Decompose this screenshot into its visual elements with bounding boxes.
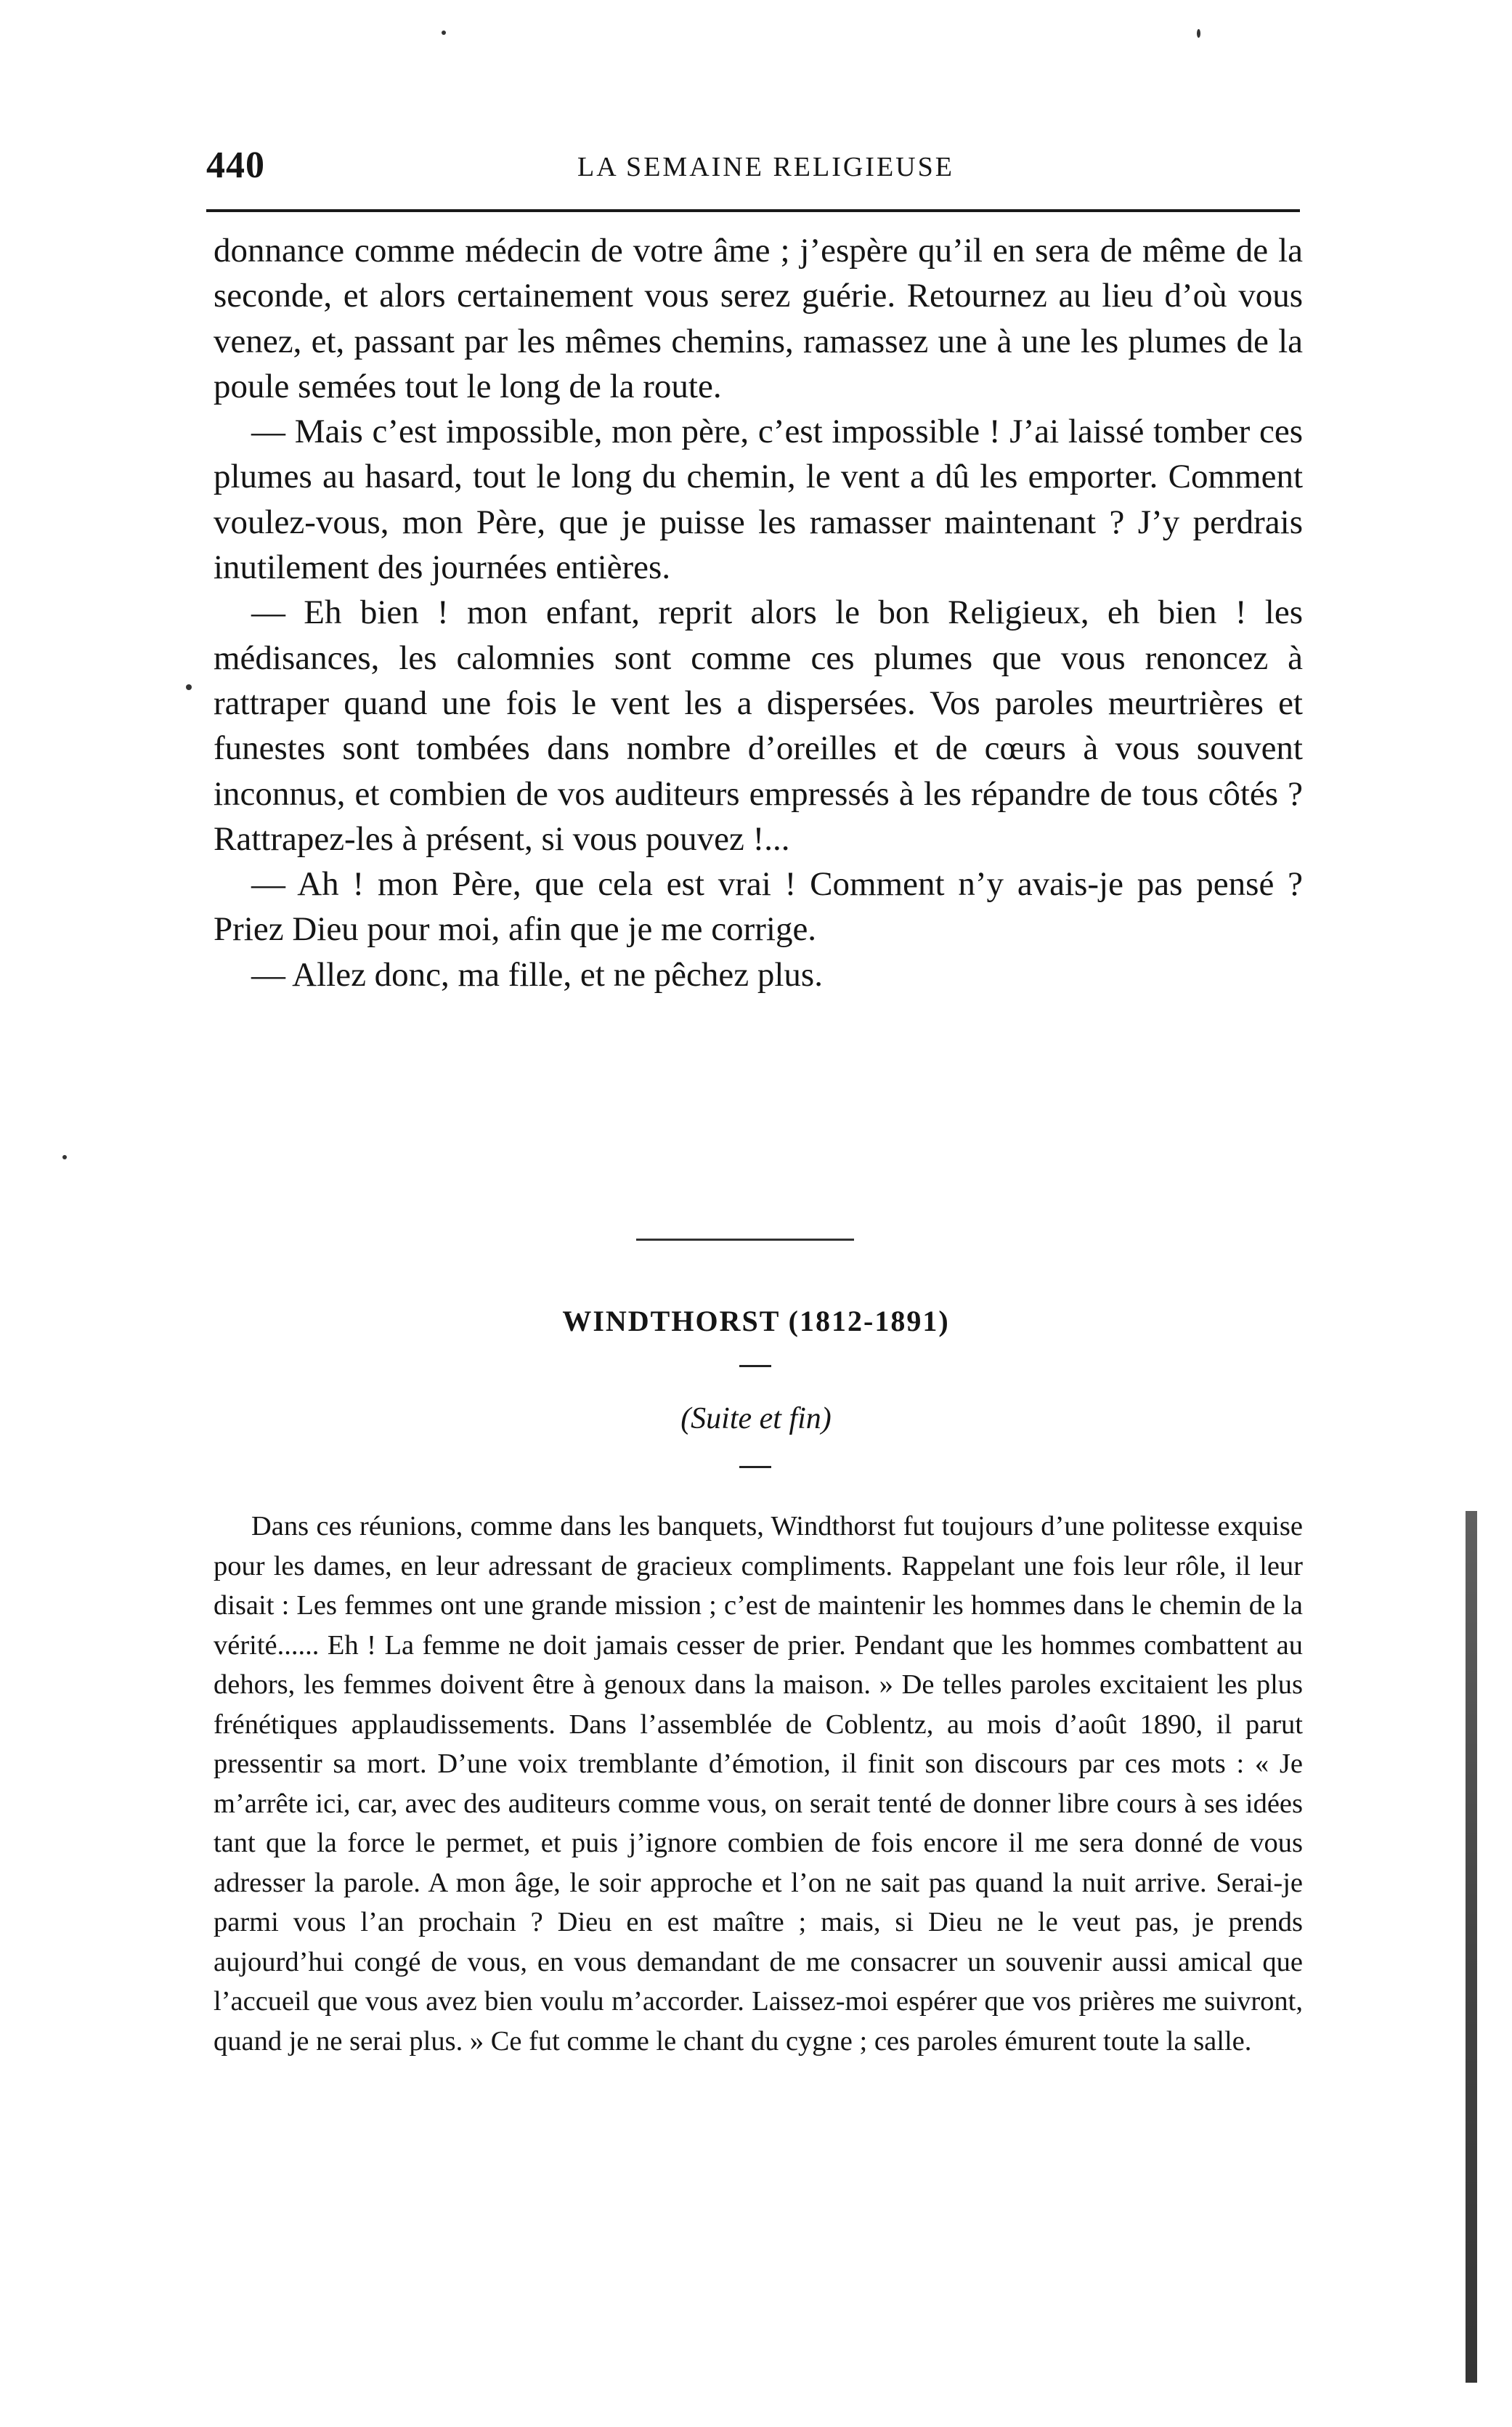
section-text <box>214 1507 1303 2061</box>
body-paragraph: — Eh bien ! mon enfant, reprit alors le bon Religieux, eh bien ! les médisances, les calomnies sont comme ces plumes que vous renoncez à rattraper quand une fois le vent les a dispersées. Vos paroles meurtrières et funestes sont tombées dans nombre d’oreilles et de cœurs à vous souvent inconnus, et combien de vos auditeurs empressés à les répandre de tous côtés ? Rattrapez-les à présent, si vous pouvez !... <box>214 593 1303 858</box>
body-paragraph: donnance comme médecin de votre âme ; j’espère qu’il en sera de même de la seconde, et alors certainement vous serez guérie. Retournez au lieu d’où vous venez, et, passant par les mêmes chemins, ramassez une à une les plumes de la poule semées tout le long de la route. <box>214 232 1303 405</box>
running-title: LA SEMAINE RELIGIEUSE <box>577 152 954 182</box>
section-paragraph: Dans ces réunions, comme dans les banquets, Windthorst fut toujours d’une politesse exquise pour les dames, en leur adressant de gracieux compliments. Rappelant une fois leur rôle, il leur disait : Les femmes ont une grande mission ; c’est de maintenir les hommes dans le chemin de la vérité...... Eh ! La femme ne doit jamais cesser de prier. Pendant que les hommes combattent au dehors, les femmes doivent être à genoux dans la maison. » De telles paroles excitaient les plus frénétiques applaudissements. Dans l’assemblée de Coblentz, au mois d’août 1890, il parut pressentir sa mort. D’une voix tremblante d’émotion, il finit son discours par ces mots : « Je m’arrête ici, car, avec des auditeurs comme vous, on serait tenté de donner libre cours à ses idées tant que la force le permet, et puis j’ignore combien de fois encore il me sera donné de vous adresser la parole. A mon âge, le soir approche et l’on ne sait pas quand la nuit arrive. Serai-je parmi vous l’an prochain ? Dieu en est maître ; mais, si Dieu ne le veut pas, je prends aujourd’hui congé de vous, en vous demandant de me consacrer un souvenir aussi amical que l’accueil que vous avez bien voulu m’accorder. Laissez-moi espérer que vos prières me suivront, quand je ne serai plus. » Ce fut comme le chant du cygne ; ces paroles émurent toute la salle. <box>214 1511 1303 2057</box>
body-paragraph: — Allez donc, ma fille, et ne pêchez plus. <box>251 955 823 994</box>
section-title: WINDTHORST (1812-1891) <box>562 1305 950 1337</box>
scan-edge-shadow <box>1466 1511 1477 2383</box>
page-number: 440 <box>206 145 265 186</box>
section-subtitle: (Suite et fin) <box>680 1402 832 1435</box>
section-divider <box>636 1239 854 1241</box>
header-rule <box>206 209 1300 212</box>
body-paragraph: — Mais c’est impossible, mon père, c’est impossible ! J’ai laissé tomber ces plumes au hasard, tout le long du chemin, le vent a dû les emporter. Comment voulez-vous, mon Père, que je puisse les ramasser maintenant ? J’y perdrais inutilement des journées entières. <box>214 413 1303 587</box>
page-header <box>206 144 1300 195</box>
scan-speck <box>186 684 192 690</box>
scan-speck <box>62 1155 67 1159</box>
body-paragraph: — Ah ! mon Père, que cela est vrai ! Comment n’y avais-je pas pensé ? Priez Dieu pour moi, afin que je me corrige. <box>214 865 1303 949</box>
body-text <box>214 228 1303 997</box>
scan-speck <box>442 31 446 35</box>
title-dash <box>739 1365 771 1367</box>
subtitle-dash <box>739 1466 771 1468</box>
scan-speck <box>1197 29 1200 38</box>
